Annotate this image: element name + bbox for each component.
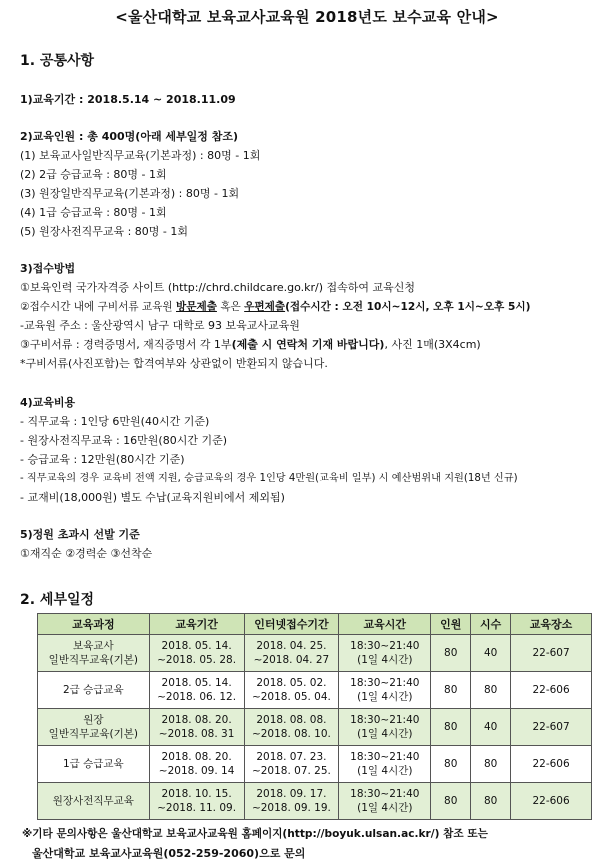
people-cell: 80	[431, 635, 471, 672]
registration-cell	[244, 672, 339, 709]
time-cell	[339, 709, 431, 746]
time-cell	[339, 635, 431, 672]
period-start: 2018. 08. 20.	[161, 714, 232, 726]
period-end: ~2018. 11. 09.	[157, 802, 237, 814]
time-note: (1일 4시간)	[357, 802, 413, 814]
registration-cell	[244, 709, 339, 746]
course-name: 원장사전직무교육	[52, 795, 134, 807]
people-cell: 80	[431, 783, 471, 820]
place-cell: 22-607	[511, 709, 592, 746]
period-cell	[149, 672, 244, 709]
registration-cell	[244, 635, 339, 672]
registration-end: ~2018. 09. 19.	[251, 802, 331, 814]
registration-end: ~2018. 05. 04.	[251, 691, 331, 703]
period-end: ~2018. 06. 12.	[157, 691, 237, 703]
period-cell	[149, 635, 244, 672]
selection-criteria: ①재직순 ②경력순 ③선착순	[20, 547, 153, 560]
capacity-item: (2) 2급 승급교육 : 80명 - 1회	[20, 168, 167, 181]
time-note: (1일 4시간)	[357, 654, 413, 666]
registration-start: 2018. 04. 25.	[256, 640, 327, 652]
table-row	[38, 672, 592, 709]
registration-start: 2018. 05. 02.	[256, 677, 327, 689]
table-row	[38, 746, 592, 783]
people-cell: 80	[431, 746, 471, 783]
footer-contact-line1: ※기타 문의사항은 울산대학교 보육교사교육원 홈페이지(http://boyuk.ulsan.ac.kr/) 참조 또는	[22, 828, 488, 840]
column-header: 교육시간	[339, 614, 431, 635]
course-cell	[38, 746, 150, 783]
place-cell: 22-606	[511, 746, 592, 783]
selection-title: 5)정원 초과시 선발 기준	[20, 528, 140, 541]
registration-start: 2018. 09. 17.	[256, 788, 327, 800]
column-header: 인원	[431, 614, 471, 635]
registration-start: 2018. 08. 08.	[256, 714, 327, 726]
hours-cell: 40	[471, 635, 511, 672]
place-cell: 22-606	[511, 783, 592, 820]
people-cell: 80	[431, 709, 471, 746]
column-header: 교육장소	[511, 614, 592, 635]
apply-step-1: ①보육인력 국가자격증 사이트 (http://chrd.childcare.go.kr/) 접속하여 교육신청	[20, 281, 416, 294]
period-end: ~2018. 05. 28.	[157, 654, 237, 666]
capacity-item: (4) 1급 승급교육 : 80명 - 1회	[20, 206, 167, 219]
course-cell	[38, 783, 150, 820]
column-header: 인터넷접수기간	[244, 614, 339, 635]
table-row	[38, 783, 592, 820]
time-note: (1일 4시간)	[357, 728, 413, 740]
hours-cell: 80	[471, 746, 511, 783]
apply-step-3	[20, 338, 481, 352]
apply-docs-text: ③구비서류 : 경력증명서, 재직증명서 각 1부	[20, 338, 232, 351]
course-cell	[38, 672, 150, 709]
course-name: 보육교사	[73, 640, 114, 652]
time-cell	[339, 746, 431, 783]
time-range: 18:30~21:40	[350, 751, 420, 763]
apply-address: -교육원 주소 : 울산광역시 남구 대학로 93 보육교사교육원	[20, 319, 300, 332]
footer-contact-line2: 울산대학교 보육교사교육원(052-259-2060)으로 문의	[32, 847, 306, 860]
registration-start: 2018. 07. 23.	[256, 751, 327, 763]
time-cell	[339, 672, 431, 709]
period-start: 2018. 08. 20.	[161, 751, 232, 763]
schedule-table	[37, 613, 592, 820]
capacity-title: 2)교육인원 : 총 400명(아래 세부일정 참조)	[20, 130, 239, 143]
table-row	[38, 635, 592, 672]
period-cell	[149, 783, 244, 820]
page-title: <울산대학교 보육교사교육원 2018년도 보수교육 안내>	[115, 8, 499, 26]
hours-cell: 80	[471, 783, 511, 820]
time-cell	[339, 783, 431, 820]
course-name-sub: 일반직무교육(기본)	[48, 654, 139, 666]
people-cell: 80	[431, 672, 471, 709]
apply-photo-text: , 사진 1매(3X4cm)	[384, 338, 481, 351]
time-range: 18:30~21:40	[350, 714, 420, 726]
place-cell: 22-607	[511, 635, 592, 672]
apply-step-2-or: 혹은	[216, 301, 245, 313]
cost-item: - 교재비(18,000원) 별도 수납(교육지원비에서 제외됨)	[20, 491, 285, 504]
period-start: 2018. 05. 14.	[161, 640, 232, 652]
column-header: 시수	[471, 614, 511, 635]
registration-end: ~2018. 04. 27	[253, 654, 330, 666]
period-cell	[149, 709, 244, 746]
place-cell: 22-606	[511, 672, 592, 709]
apply-step-2-text: ②접수시간 내에 구비서류 교육원	[20, 301, 177, 313]
education-period: 1)교육기간 : 2018.5.14 ~ 2018.11.09	[20, 93, 236, 106]
column-header: 교육기간	[149, 614, 244, 635]
column-header: 교육과정	[38, 614, 150, 635]
period-start: 2018. 10. 15.	[161, 788, 232, 800]
cost-item: - 직무교육의 경우 교육비 전액 지원, 승급교육의 경우 1인당 4만원(교육비 일부) 시 예산범위내 지원(18년 신규)	[20, 473, 518, 484]
course-name: 2급 승급교육	[62, 684, 124, 696]
period-start: 2018. 05. 14.	[161, 677, 232, 689]
time-range: 18:30~21:40	[350, 640, 420, 652]
cost-item: - 직무교육 : 1인당 6만원(40시간 기준)	[20, 415, 210, 428]
apply-step-2	[20, 300, 530, 314]
section1-heading: 1. 공통사항	[20, 53, 95, 69]
mail-submit-text: 우편제출	[244, 301, 286, 313]
registration-end: ~2018. 08. 10.	[251, 728, 331, 740]
cost-item: - 원장사전직무교육 : 16만원(80시간 기준)	[20, 434, 228, 447]
time-range: 18:30~21:40	[350, 788, 420, 800]
table-header-row	[38, 614, 592, 635]
capacity-item: (5) 원장사전직무교육 : 80명 - 1회	[20, 225, 188, 238]
visit-submit-text: 방문제출	[176, 301, 217, 313]
time-note: (1일 4시간)	[357, 765, 413, 777]
apply-note: *구비서류(사진포함)는 합격여부와 상관없이 반환되지 않습니다.	[20, 357, 328, 370]
section2-heading: 2. 세부일정	[20, 592, 95, 608]
course-name: 원장	[83, 714, 104, 726]
apply-hours-text: (접수시간 : 오전 10시~12시, 오후 1시~오후 5시)	[285, 301, 531, 313]
capacity-item: (3) 원장일반직무교육(기본과정) : 80명 - 1회	[20, 187, 240, 200]
apply-contact-note: (제출 시 연락처 기재 바랍니다)	[231, 338, 385, 351]
hours-cell: 40	[471, 709, 511, 746]
time-range: 18:30~21:40	[350, 677, 420, 689]
hours-cell: 80	[471, 672, 511, 709]
period-end: ~2018. 08. 31	[158, 728, 235, 740]
registration-cell	[244, 783, 339, 820]
cost-title: 4)교육비용	[20, 396, 76, 409]
cost-item: - 승급교육 : 12만원(80시간 기준)	[20, 453, 185, 466]
table-row	[38, 709, 592, 746]
course-name-sub: 일반직무교육(기본)	[48, 728, 139, 740]
course-cell	[38, 635, 150, 672]
apply-title: 3)접수방법	[20, 262, 76, 275]
registration-end: ~2018. 07. 25.	[251, 765, 331, 777]
course-cell	[38, 709, 150, 746]
period-end: ~2018. 09. 14	[158, 765, 235, 777]
capacity-item: (1) 보육교사일반직무교육(기본과정) : 80명 - 1회	[20, 149, 261, 162]
course-name: 1급 승급교육	[62, 758, 124, 770]
period-cell	[149, 746, 244, 783]
time-note: (1일 4시간)	[357, 691, 413, 703]
registration-cell	[244, 746, 339, 783]
